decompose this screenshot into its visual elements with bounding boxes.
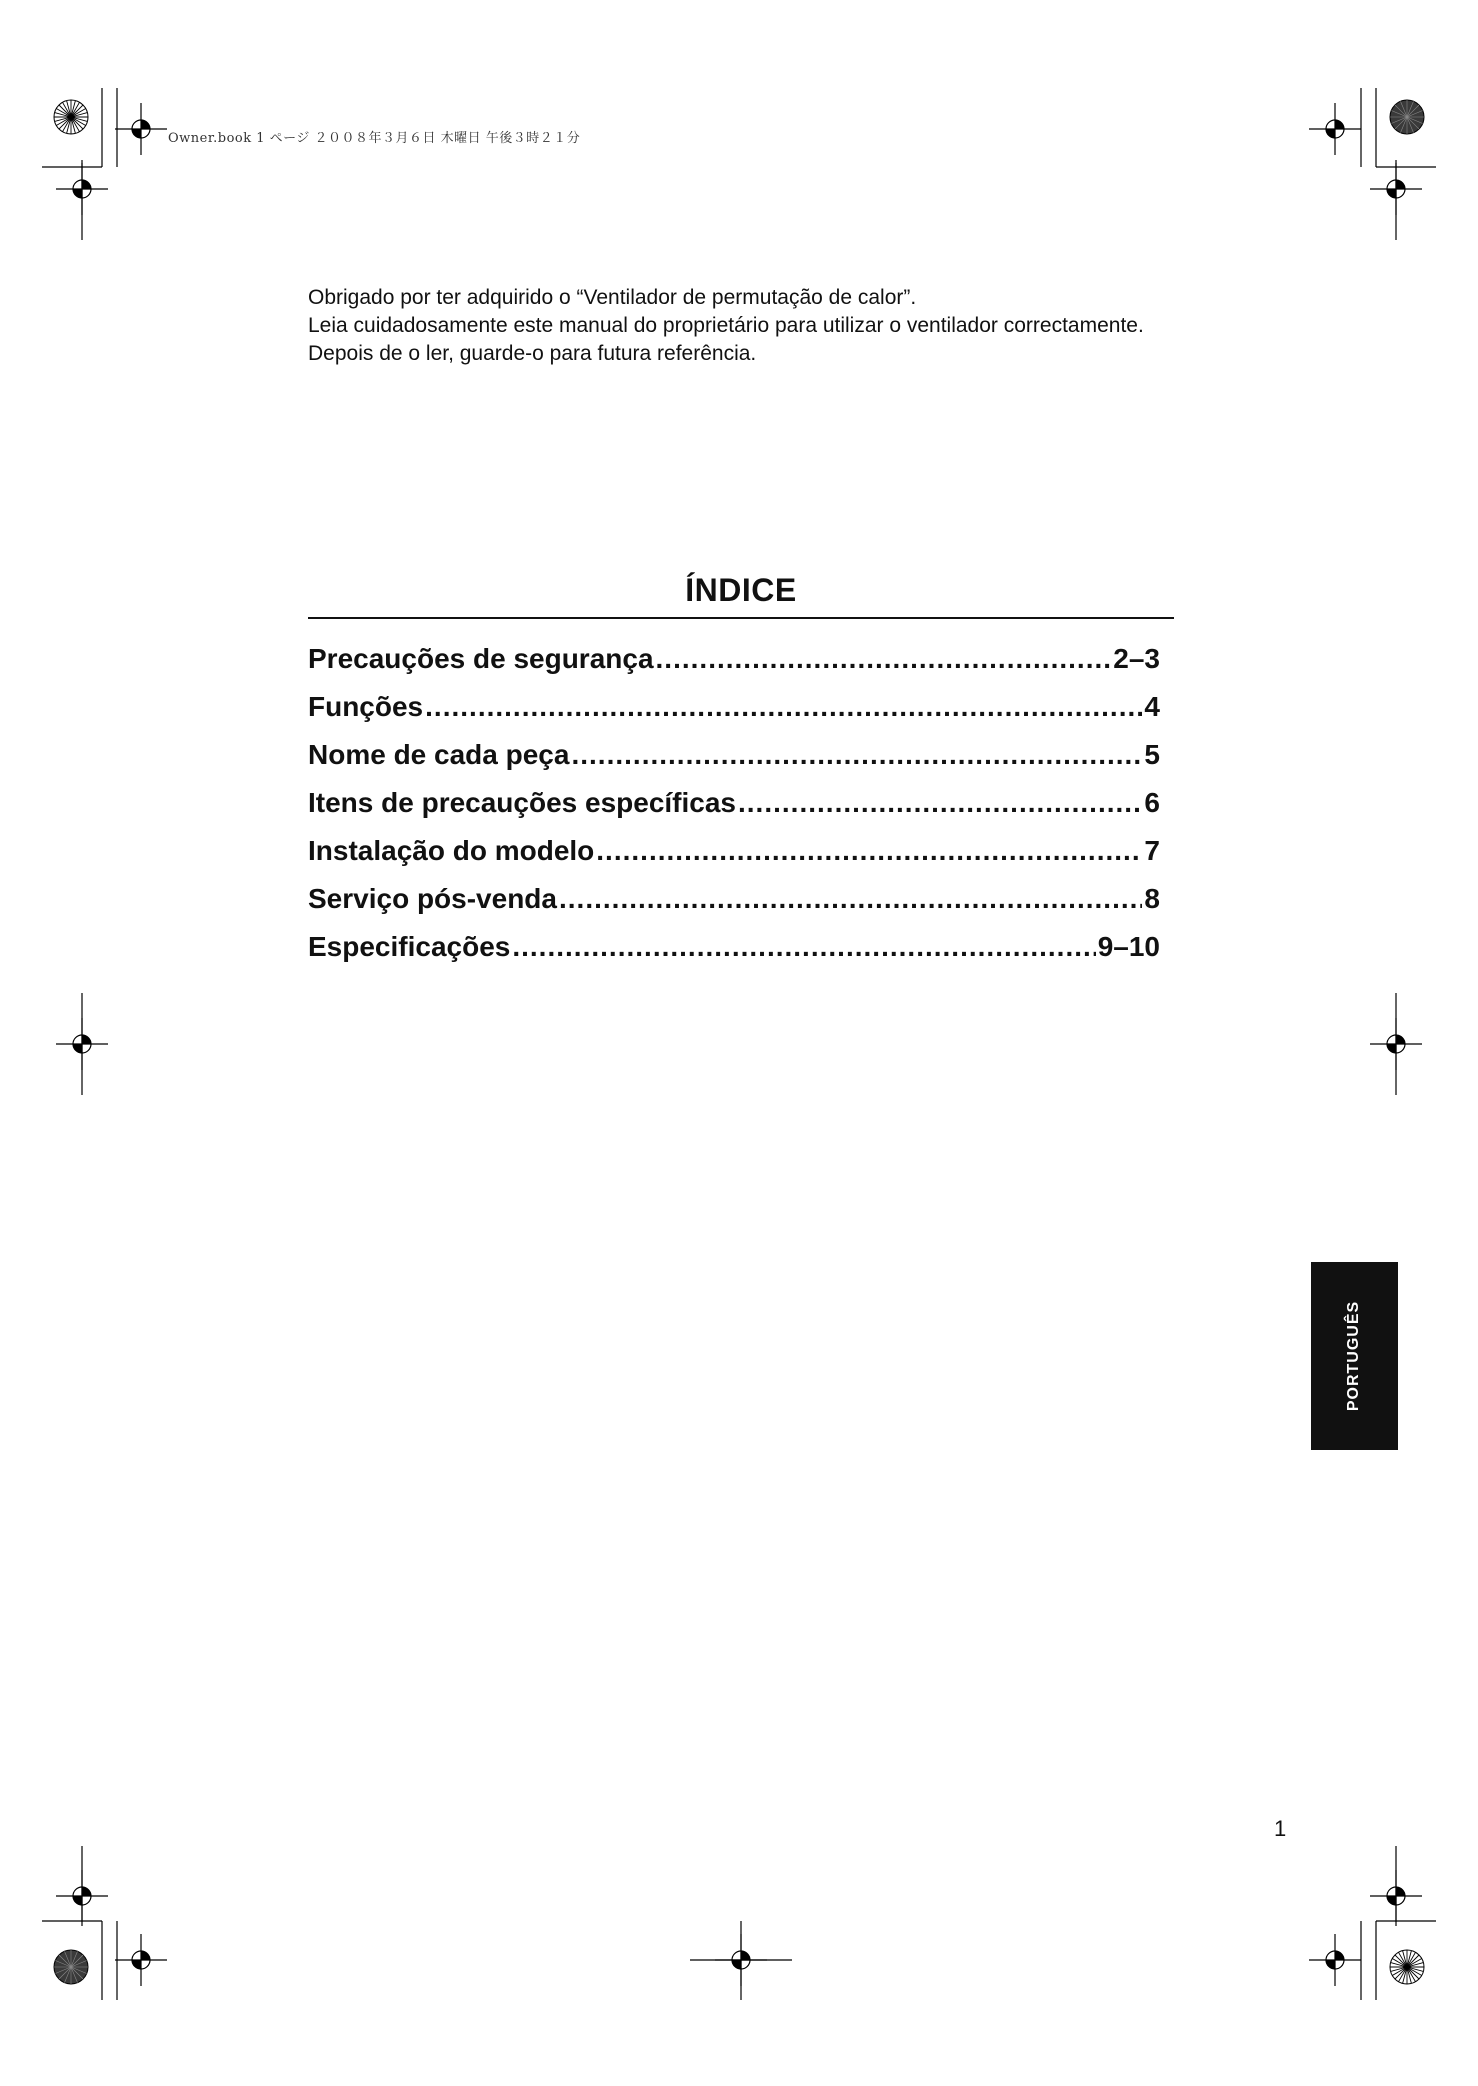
toc-leader-dots (738, 787, 1142, 819)
toc-entry[interactable] (308, 643, 1160, 691)
crop-mark-middle-right (1370, 993, 1422, 1095)
language-tab-label: PORTUGUÊS (1345, 1300, 1363, 1412)
toc-entry[interactable] (308, 883, 1160, 931)
toc-leader-dots (559, 883, 1142, 915)
print-header-stamp: Owner.book 1 ページ ２００８年３月６日 木曜日 午後３時２１分 (168, 131, 581, 146)
toc-entry-page: 4 (1144, 691, 1160, 722)
toc-leader-dots (596, 835, 1142, 867)
crop-mark-bottom-right (1309, 1846, 1436, 2000)
toc-entry-page: 5 (1144, 739, 1160, 770)
crop-mark-middle-left (56, 993, 108, 1095)
crop-mark-top-left (42, 88, 167, 240)
toc-entry[interactable] (308, 691, 1160, 739)
toc-entry-label: Itens de precauções específicas (308, 787, 736, 818)
table-of-contents (308, 643, 1160, 979)
crop-mark-bottom-left (42, 1846, 167, 2000)
toc-entry[interactable] (308, 739, 1160, 787)
toc-leader-dots (425, 691, 1142, 723)
intro-paragraph (308, 284, 1268, 368)
toc-leader-dots (512, 931, 1095, 963)
toc-entry-label: Instalação do modelo (308, 835, 595, 866)
intro-line: Obrigado por ter adquirido o “Ventilador de permutação de calor”. (308, 286, 917, 309)
crop-mark-bottom-center (690, 1921, 792, 2000)
toc-entry[interactable] (308, 835, 1160, 883)
toc-entry-label: Nome de cada peça (308, 739, 570, 770)
toc-entry-page: 9–10 (1097, 931, 1160, 962)
toc-entry-page: 7 (1144, 835, 1160, 866)
intro-line: Depois de o ler, guarde-o para futura referência. (308, 342, 757, 365)
toc-entry-page: 8 (1144, 883, 1160, 914)
toc-title: ÍNDICE (685, 572, 797, 608)
toc-entry-label: Funções (308, 691, 424, 722)
toc-leader-dots (656, 643, 1112, 675)
toc-entry-label: Especificações (308, 931, 511, 962)
toc-leader-dots (571, 739, 1142, 771)
crop-mark-top-right (1309, 88, 1436, 240)
toc-divider (308, 617, 1174, 619)
toc-entry[interactable] (308, 931, 1160, 979)
toc-entry-page: 6 (1144, 787, 1160, 818)
toc-entry[interactable] (308, 787, 1160, 835)
intro-line: Leia cuidadosamente este manual do proprietário para utilizar o ventilador correctamente. (308, 314, 1144, 337)
toc-entry-label: Serviço pós-venda (308, 883, 557, 914)
toc-entry-page: 2–3 (1113, 643, 1160, 674)
language-tab (1311, 1262, 1398, 1450)
page-number: 1 (1274, 1816, 1287, 1841)
toc-entry-label: Precauções de segurança (308, 643, 654, 674)
